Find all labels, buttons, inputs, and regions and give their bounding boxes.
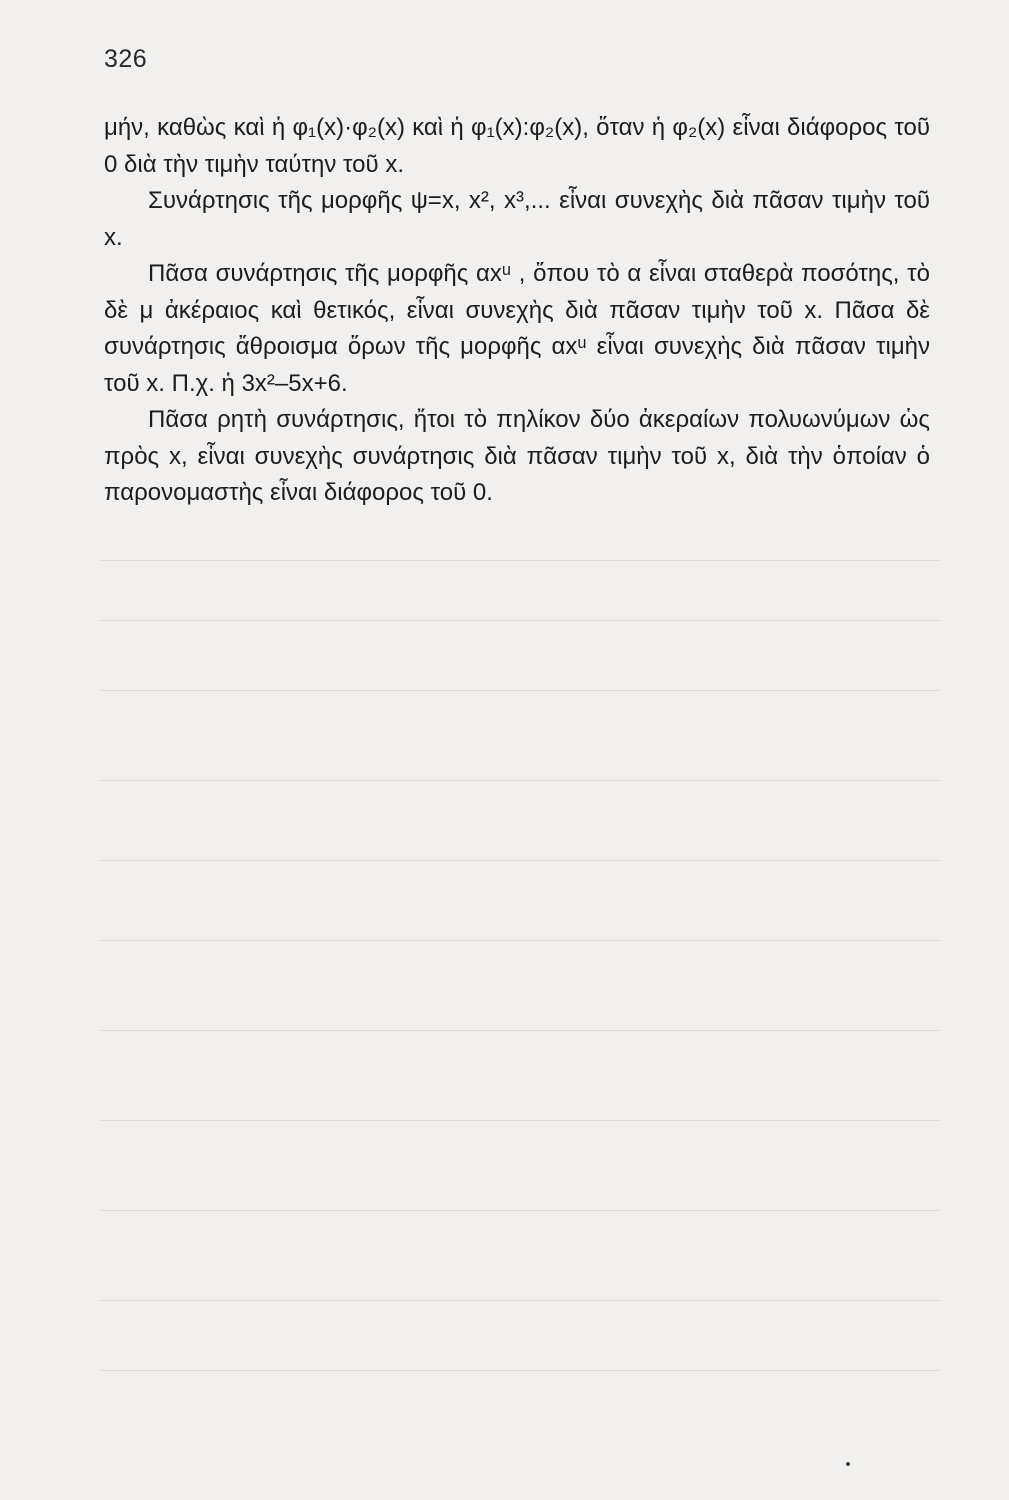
paragraph-power-functions: Συνάρτησις τῆς μορφῆς ψ=x, x², x³,... εἶναι συνεχὴς διὰ πᾶσαν τιμὴν τοῦ x. (104, 187, 930, 251)
paragraph-monomial-continuity: Πᾶσα συνάρτησις τῆς μορφῆς αxᵘ , ὅπου τὸ α εἶναι σταθερὰ ποσότης, τὸ δὲ μ ἀκέραιος καὶ θετικός, εἶναι συνεχὴς διὰ πᾶσαν τιμὴν τοῦ x. Πᾶσα δὲ συνάρτησις ἄθροισμα ὅρων τῆς μορφῆς αxᵘ εἶναι συνεχὴς διὰ πᾶσαν τιμὴν τοῦ x. Π.χ. ἡ 3x²–5x+6. (104, 260, 930, 397)
page-number: 326 (104, 45, 148, 73)
paragraph-rational-functions: Πᾶσα ρητὴ συνάρτησις, ἤτοι τὸ πηλίκον δύο ἀκεραίων πολυωνύμων ὡς πρὸς x, εἶναι συνεχὴς συνάρτησις διὰ πᾶσαν τιμὴν τοῦ x, διὰ τὴν ὁποίαν ὁ παρονομαστὴς εἶναι διάφορος τοῦ 0. (104, 406, 930, 506)
ink-speck (846, 1462, 850, 1466)
paragraph-continuation: μήν, καθὼς καὶ ἡ φ₁(x)·φ₂(x) καὶ ἡ φ₁(x):φ₂(x), ὅταν ἡ φ₂(x) εἶναι διάφορος τοῦ 0 διὰ τὴν τιμὴν ταύτην τοῦ x. (104, 114, 930, 178)
body-text (104, 110, 930, 512)
